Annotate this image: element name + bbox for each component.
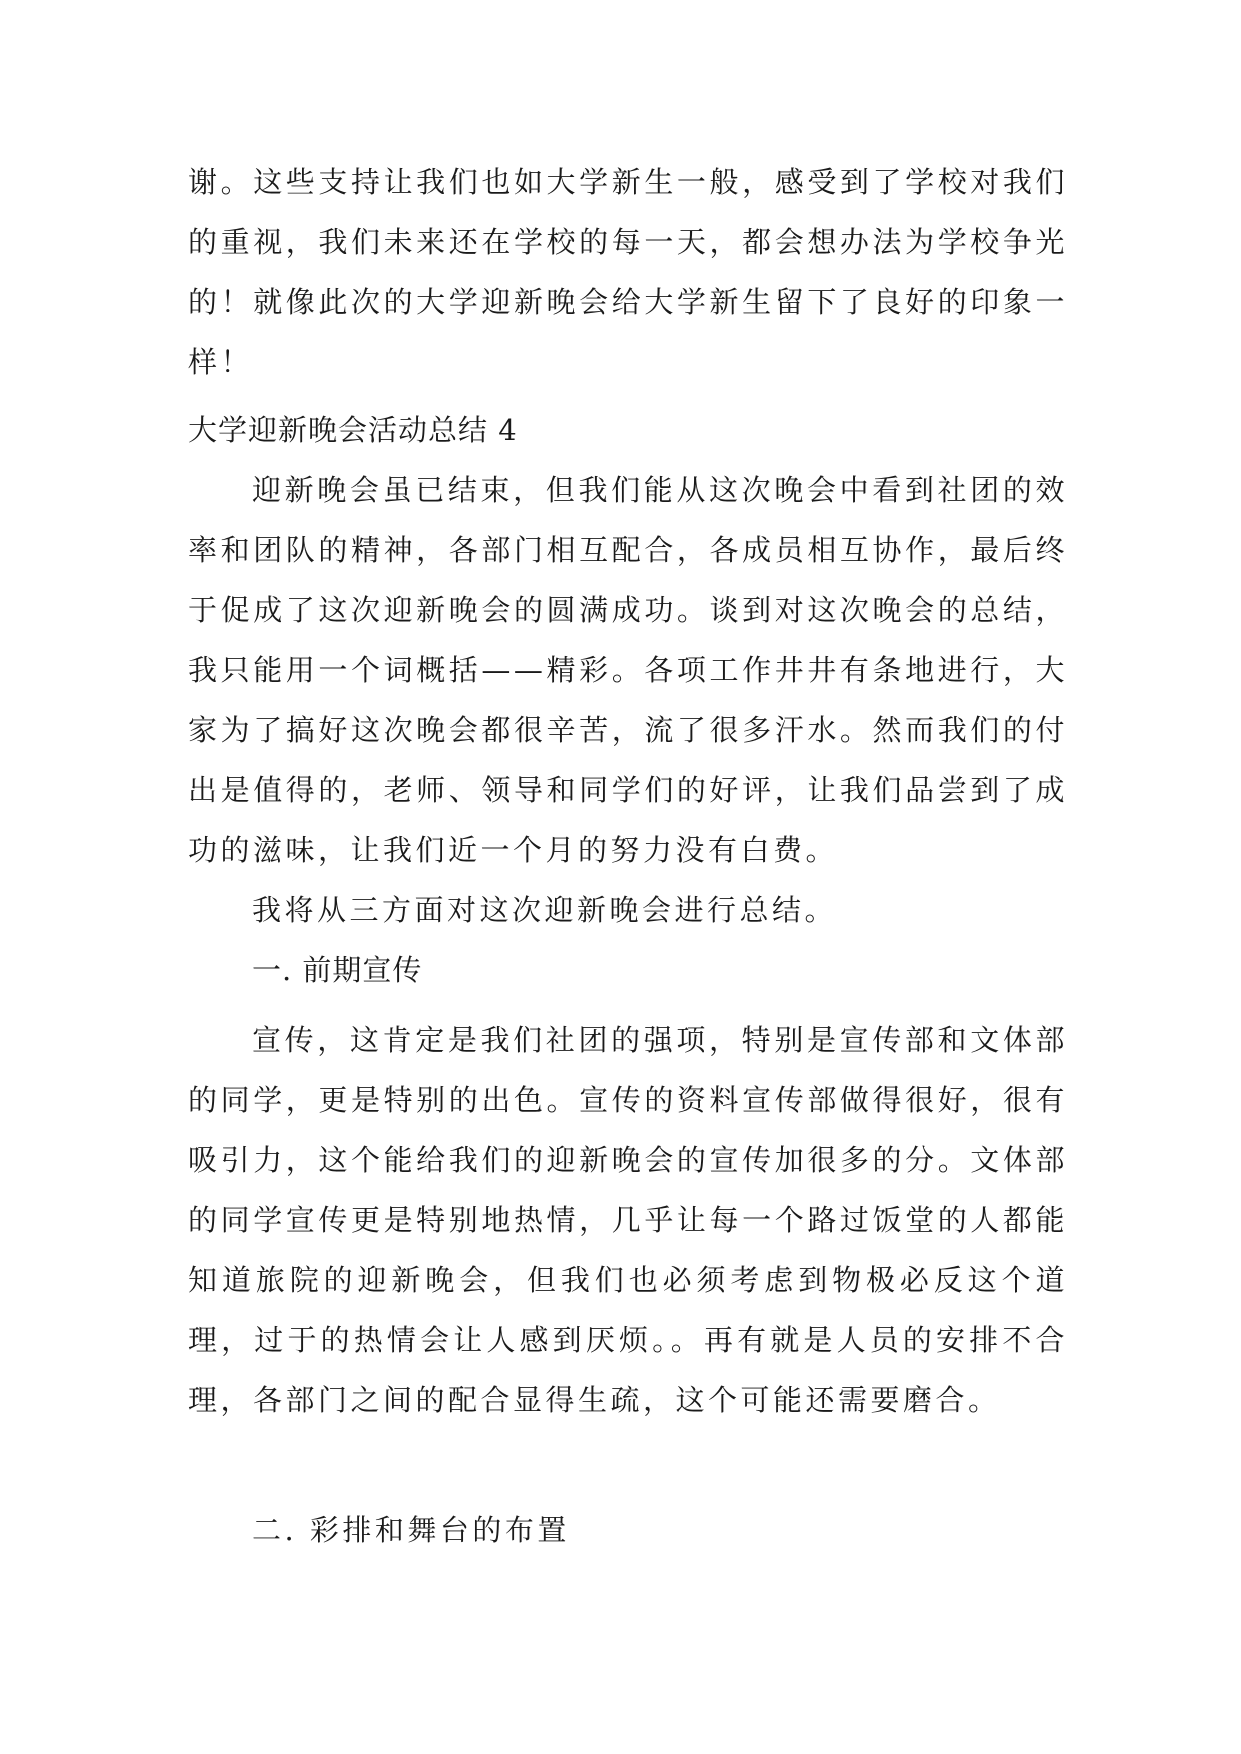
subheading-rehearsal: 二. 彩排和舞台的布置 xyxy=(252,1513,570,1547)
summary-paragraph: 迎新晚会虽已结束，但我们能从这次晚会中看到社团的效率和团队的精神，各部门相互配合，各成员相互协作，最后终于促成了这次迎新晚会的圆满成功。谈到对这次晚会的总结，我只能用一个词概括——精彩。各项工作井井有条地进行，大家为了搞好这次晚会都很辛苦，流了很多汗水。然而我们的付出是值得的，老师、领导和同学们的好评，让我们品尝到了成功的滋味，让我们近一个月的努力没有白费。 xyxy=(188,473,1068,867)
publicity-paragraph: 宣传，这肯定是我们社团的强项，特别是宣传部和文体部的同学，更是特别的出色。宣传的资料宣传部做得很好，很有吸引力，这个能给我们的迎新晚会的宣传加很多的分。文体部的同学宣传更是特别地热情，几乎让每一个路过饭堂的人都能知道旅院的迎新晚会，但我们也必须考虑到物极必反这个道理，过于的热情会让人感到厌烦。。再有就是人员的安排不合理，各部门之间的配合显得生疏，这个可能还需要磨合。 xyxy=(188,1023,1068,1417)
overview-paragraph: 我将从三方面对这次迎新晚会进行总结。 xyxy=(252,893,838,927)
intro-paragraph: 谢。这些支持让我们也如大学新生一般，感受到了学校对我们的重视，我们未来还在学校的每一天，都会想办法为学校争光的！就像此次的大学迎新晚会给大学新生留下了良好的印象一样！ xyxy=(188,165,1068,379)
subheading-publicity: 一. 前期宣传 xyxy=(252,953,423,987)
section-title: 大学迎新晚会活动总结 4 xyxy=(188,413,518,447)
